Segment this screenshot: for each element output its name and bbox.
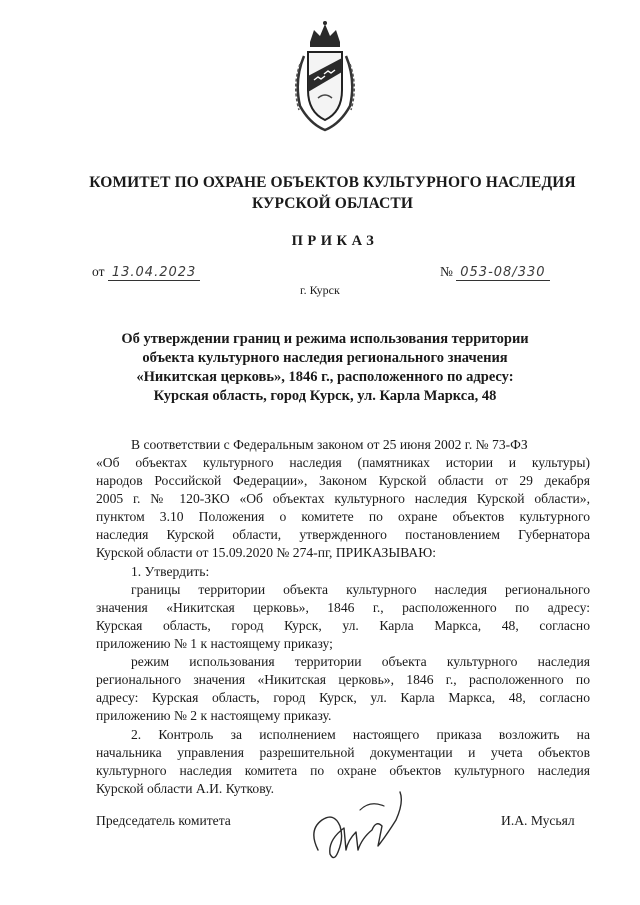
body-line: 1. Утвердить: xyxy=(131,564,210,579)
signatory-position: Председатель комитета xyxy=(96,813,231,828)
body-line: культурного наследия комитета по охране объектов культурного наследия xyxy=(96,763,590,778)
body-line: начальника управления разрешительной документации и учета объектов xyxy=(96,745,590,760)
title-line-4: Курская область, город Курск, ул. Карла Маркса, 48 xyxy=(153,388,497,404)
body-line: «Об объектах культурного наследия (памятниках истории и культуры) xyxy=(96,455,590,470)
order-date xyxy=(92,264,200,281)
title-line-2: объекта культурного наследия регионального значения xyxy=(142,350,508,366)
title-line-3: «Никитская церковь», 1846 г., расположенного по адресу: xyxy=(136,369,514,385)
body-line: народов Российской Федерации», Законом Курской области от 29 декабря xyxy=(96,473,590,488)
handwritten-signature xyxy=(300,780,420,870)
date-prefix: от xyxy=(92,264,105,279)
body-line: значения «Никитская церковь», 1846 г., расположенного по адресу: xyxy=(96,600,590,615)
body-line: В соответствии с Федеральным законом от 25 июня 2002 г. № 73-ФЗ xyxy=(131,437,528,452)
title-line-1: Об утверждении границ и режима использования территории xyxy=(121,331,529,347)
body-line: Курской области А.И. Куткову. xyxy=(96,781,275,796)
body-line: 2. Контроль за исполнением настоящего приказа возложить на xyxy=(131,727,590,742)
city: г. Курск xyxy=(300,283,340,297)
coat-of-arms-emblem xyxy=(290,20,360,132)
body-line: регионального значения «Никитская церковь», 1846 г., расположенного по xyxy=(96,672,590,687)
body-line: 2005 г. № 120-ЗКО «Об объектах культурного наследия Курской области», xyxy=(96,491,590,506)
number-value: 053-08/330 xyxy=(456,265,549,281)
body-line: наследия Курской области, утвержденного постановлением Губернатора xyxy=(96,527,590,542)
body-line: приложению № 2 к настоящему приказу. xyxy=(96,708,332,723)
body-line: режим использования территории объекта культурного наследия xyxy=(131,654,590,669)
signatory-name: И.А. Мусьял xyxy=(501,813,575,828)
organization-name-line-1: КОМИТЕТ ПО ОХРАНЕ ОБЪЕКТОВ КУЛЬТУРНОГО НАСЛЕДИЯ xyxy=(89,174,576,191)
body-line: Курской области от 15.09.2020 № 274-пг, ПРИКАЗЫВАЮ: xyxy=(96,545,437,560)
organization-name-line-2: КУРСКОЙ ОБЛАСТИ xyxy=(252,195,413,212)
body-line: пунктом 3.10 Положения о комитете по охране объектов культурного xyxy=(96,509,590,524)
body-line: приложению № 1 к настоящему приказу; xyxy=(96,636,333,651)
body-line: адресу: Курская область, город Курск, ул. Карла Маркса, 48, согласно xyxy=(96,690,590,705)
date-value: 13.04.2023 xyxy=(108,265,200,281)
order-number xyxy=(440,264,550,281)
body-line: границы территории объекта культурного наследия регионального xyxy=(131,582,590,597)
document-type: ПРИКАЗ xyxy=(291,233,379,249)
body-line: Курская область, город Курск, ул. Карла Маркса, 48, согласно xyxy=(96,618,590,633)
number-prefix: № xyxy=(440,264,453,279)
